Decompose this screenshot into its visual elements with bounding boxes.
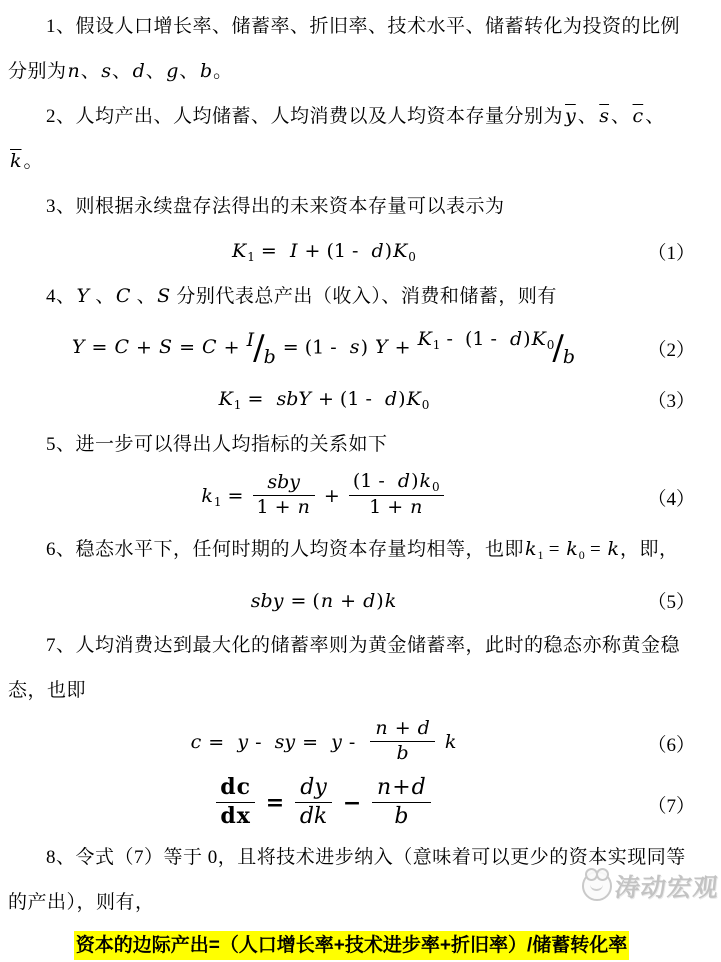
- paragraph-7: 7、人均消费达到最大化的储蓄率则为黄金储蓄率，此时的稳态亦称黄金稳态，也即: [8, 635, 681, 701]
- equation-2: [8, 319, 695, 377]
- equation-1-body: $K_1 = I + (1 - d)K_0$: [232, 239, 416, 264]
- paragraph-5: 5、进一步可以得出人均指标的关系如下: [46, 434, 388, 455]
- watermark-logo: [582, 868, 719, 904]
- paragraph-2: 2、人均产出、人均储蓄、人均消费以及人均资本存量分别为 $\overline{y}$ 、 $\overline{s}$ 、 $\overline{c}$ 、$\overline{k}$ 。: [10, 105, 665, 172]
- conclusion-line: [8, 931, 695, 962]
- equation-3-body: $K_1$ = sbY + $(1 - d)K_0$: [218, 387, 430, 412]
- equation-7: [8, 773, 695, 835]
- equation-2-number: （2）: [647, 339, 695, 361]
- paragraph-6: 6、稳态水平下，任何时期的人均资本存量均相等，也即$k_1 = k_0 = k$，即，: [46, 538, 679, 562]
- equation-2-body: Y = C + S = C + I / b = (1 - s) Y + $K_1 - (1 - d)K_0$ / b: [71, 327, 576, 368]
- equation-5-body: sby = (n + d)k: [250, 589, 397, 612]
- equation-6-number: （6）: [647, 734, 695, 756]
- equation-7-number: （7）: [647, 795, 695, 817]
- equation-3-number: （3）: [647, 391, 695, 412]
- logo-text: 涛动宏观: [613, 874, 721, 902]
- equation-5-number: （5）: [647, 592, 695, 613]
- logo-icon: [582, 871, 612, 901]
- equation-6-body: c = y - sy = y - $\frac{n + d}{b}$ k: [190, 716, 457, 764]
- highlighted-conclusion-text: 资本的边际产出=（人口增长率+技术进步率+折旧率）/储蓄转化率: [74, 931, 630, 960]
- equation-5: [8, 578, 695, 623]
- equation-7-body: $\frac{dc}{dx}$ = $\frac{dy}{dk}$ − $\frac{n+d}{b}$: [8, 776, 639, 832]
- equation-3: [8, 377, 695, 422]
- paragraph-4: 4、Y 、C 、S 分别代表总产出（收入）、消费和储蓄，则有: [46, 285, 557, 307]
- equation-1-number: （1）: [647, 243, 695, 264]
- equation-4-body: $k_1$ = $\frac{\text{sby}}{1 + n}$ + $\frac{(1 - d)k_0}{1 + n}$: [8, 472, 639, 522]
- paragraph-1: 1、假设人口增长率、储蓄率、折旧率、技术水平、储蓄转化为投资的比例分别为n、s、d、g、b。: [8, 16, 681, 82]
- equation-4-number: （4）: [647, 488, 695, 510]
- equation-1: [8, 229, 695, 274]
- equation-4: [8, 467, 695, 527]
- equation-6: [8, 713, 695, 773]
- paragraph-3: 3、则根据永续盘存法得出的未来资本存量可以表示为: [46, 196, 505, 217]
- paragraph-8: 8、令式（7）等于 0，且将技术进步纳入（意味着可以更少的资本实现同等的产出），则有，: [8, 847, 686, 913]
